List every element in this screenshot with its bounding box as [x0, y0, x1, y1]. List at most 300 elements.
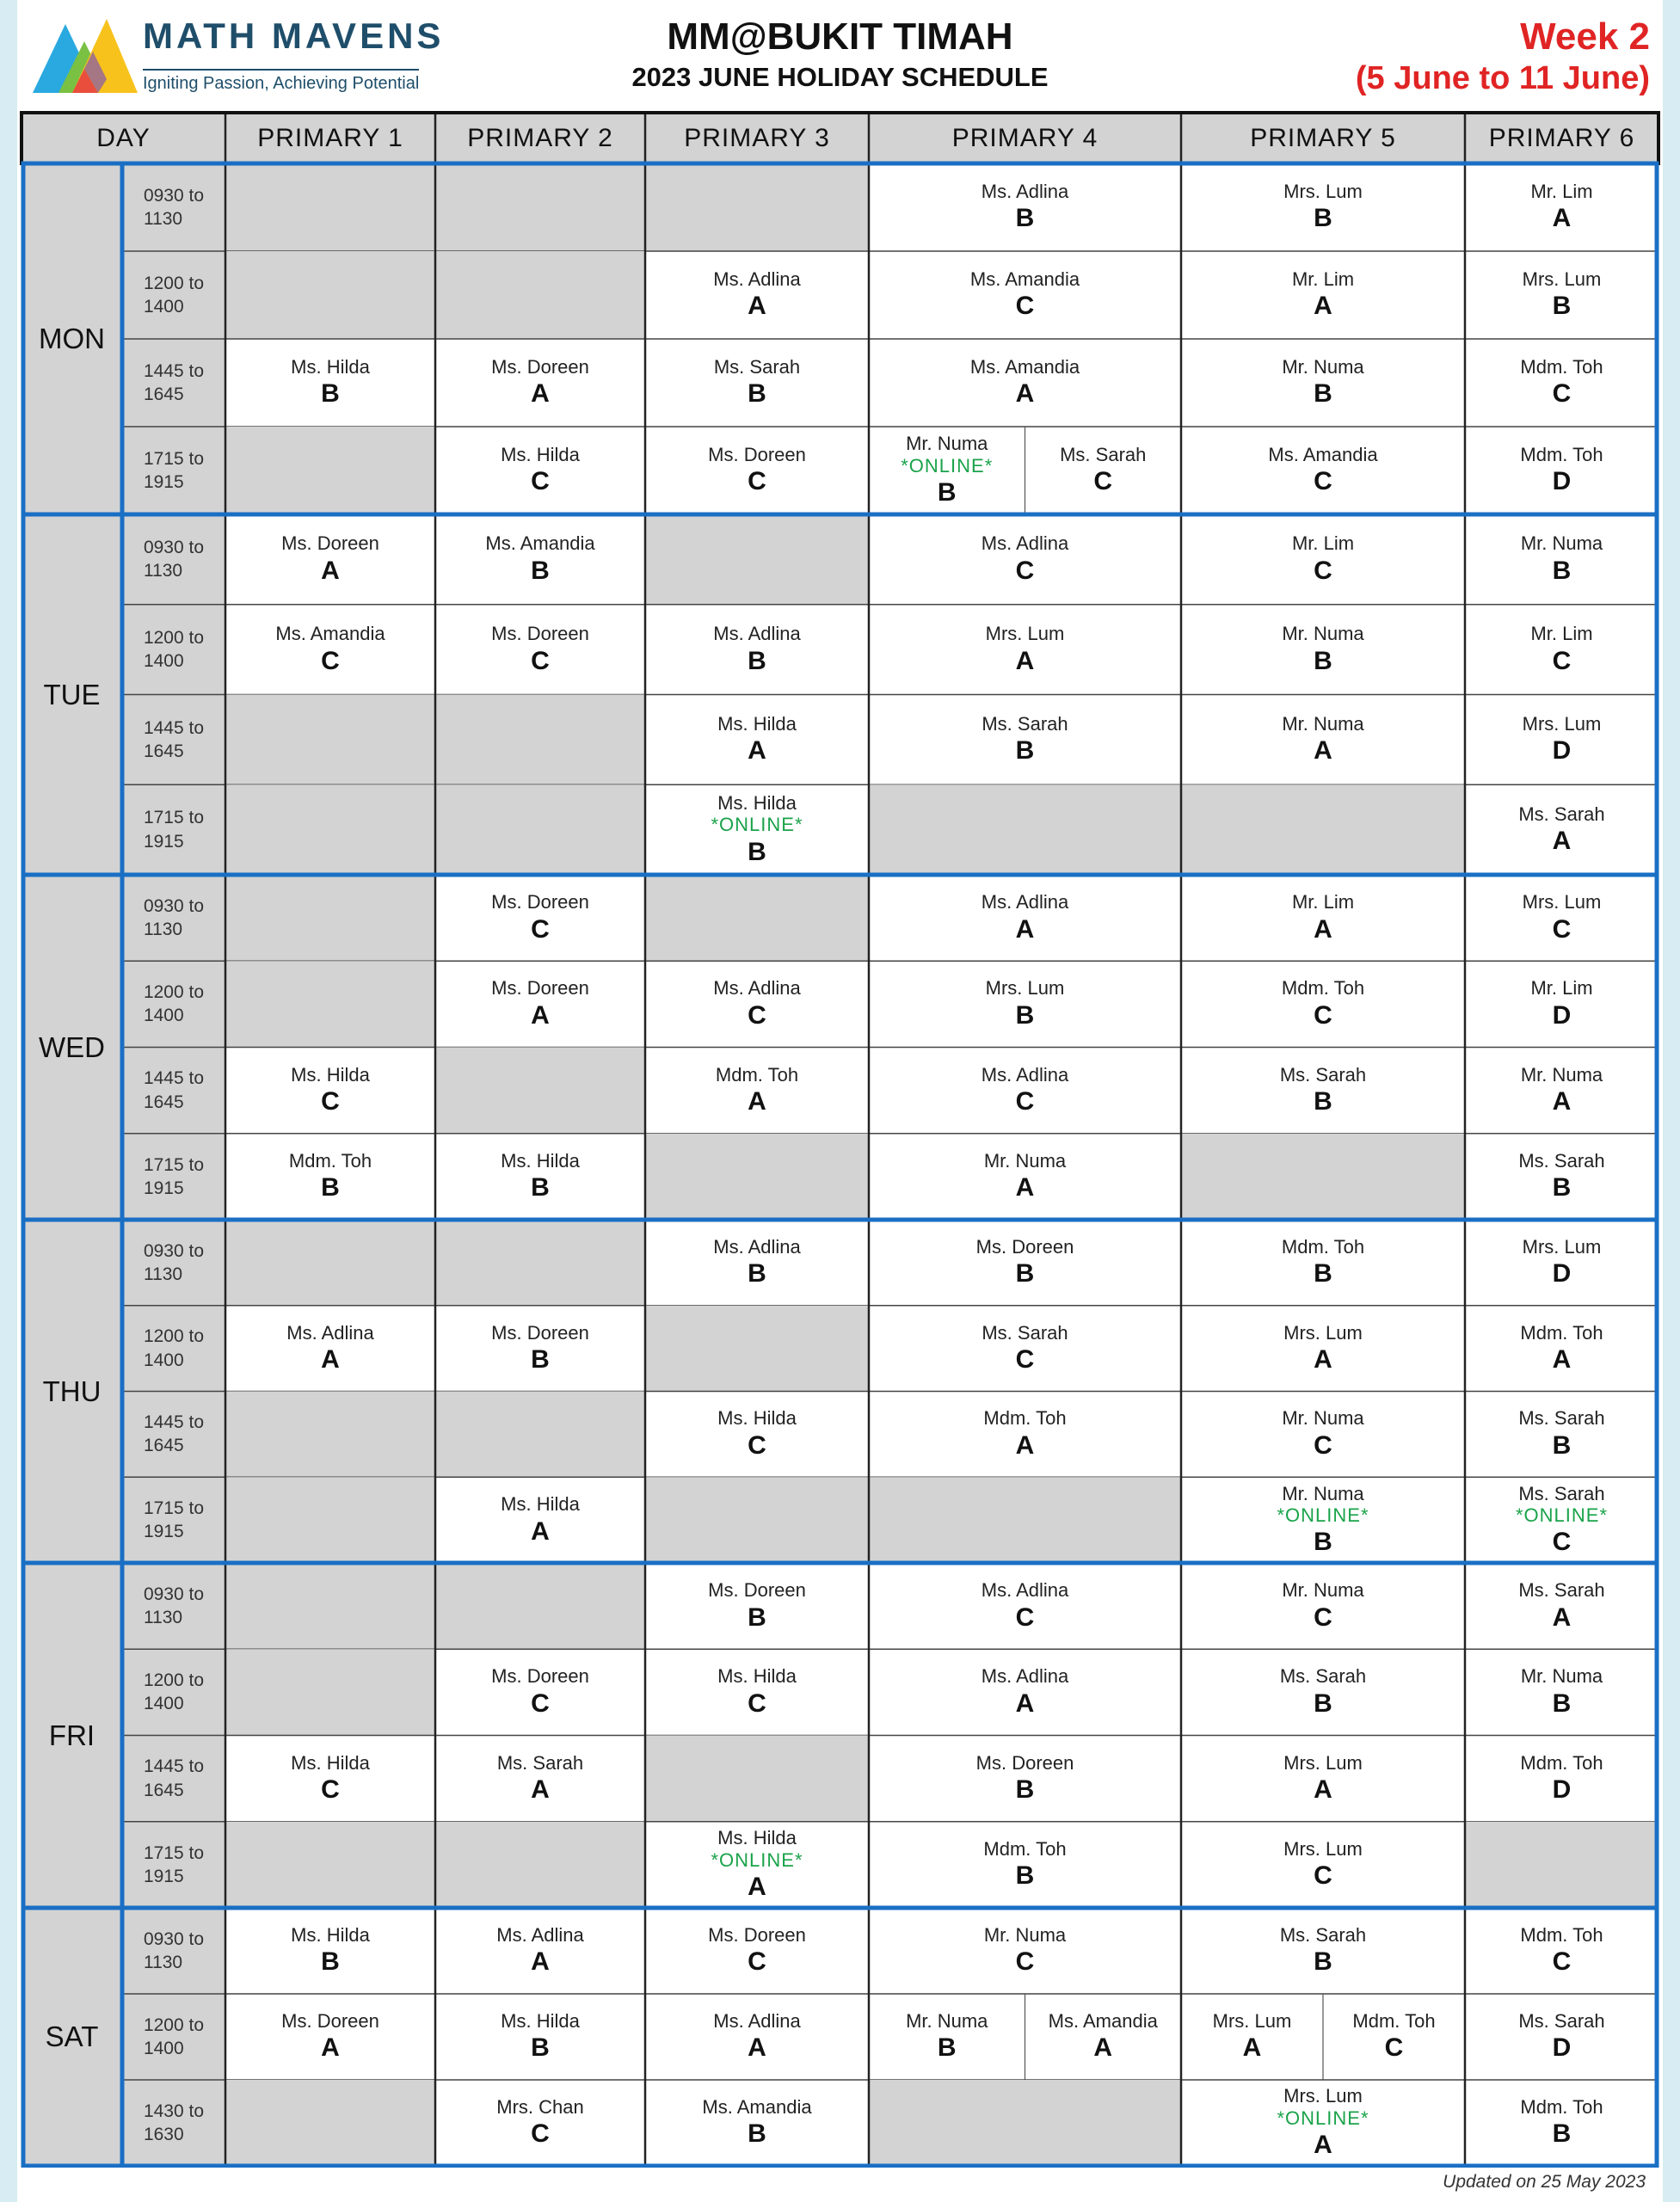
- teacher-name: Mr. Numa: [1282, 1407, 1364, 1430]
- class-cell: [1025, 427, 1182, 514]
- teacher-name: Ms. Adlina: [981, 181, 1069, 203]
- class-group: C: [1015, 556, 1035, 585]
- time-slot: 0930 to 1130: [143, 538, 205, 581]
- class-cell: [225, 1736, 435, 1822]
- teacher-name: Ms. Adlina: [713, 2010, 801, 2033]
- empty-slot: [225, 1392, 435, 1478]
- teacher-name: Ms. Hilda: [717, 792, 797, 815]
- class-group: B: [1314, 1947, 1332, 1977]
- class-cell: [435, 339, 645, 427]
- class-cell: [1181, 605, 1465, 695]
- time-slot: 1200 to 1400: [143, 1326, 205, 1370]
- empty-slot: [435, 1392, 645, 1478]
- class-cell: [225, 1048, 435, 1134]
- teacher-name: Mdm. Toh: [1352, 2010, 1436, 2033]
- class-cell: [435, 1736, 645, 1822]
- class-group: B: [1552, 1688, 1572, 1718]
- class-cell: [869, 1134, 1181, 1220]
- class-cell: [1465, 875, 1658, 961]
- teacher-name: Mrs. Lum: [1522, 891, 1602, 913]
- class-group: A: [321, 2033, 340, 2063]
- day-label: THU: [42, 1375, 102, 1407]
- class-cell: [1181, 961, 1465, 1047]
- class-group: B: [1314, 1259, 1332, 1289]
- teacher-name: Mrs. Lum: [985, 623, 1065, 645]
- class-group: B: [1314, 1528, 1332, 1557]
- teacher-name: Ms. Doreen: [491, 1665, 589, 1688]
- teacher-name: Mrs. Lum: [1283, 2085, 1363, 2107]
- class-group: C: [748, 1947, 766, 1977]
- class-group: A: [1093, 2033, 1113, 2063]
- class-group: D: [1552, 1259, 1572, 1289]
- teacher-name: Ms. Sarah: [1518, 1579, 1605, 1602]
- class-cell: [225, 1908, 435, 1994]
- class-group: A: [1314, 1775, 1332, 1805]
- class-group: B: [937, 2033, 957, 2063]
- class-group: B: [531, 1345, 550, 1375]
- teacher-name: Mr. Numa: [983, 1149, 1067, 1172]
- time-slot: 1430 to 1630: [143, 2101, 205, 2144]
- class-cell: [1181, 1563, 1465, 1649]
- class-cell: [1181, 1392, 1465, 1478]
- empty-slot: [435, 163, 645, 251]
- column-header: PRIMARY 2: [467, 123, 613, 152]
- class-cell: [645, 1908, 869, 1994]
- class-cell: [869, 1994, 1025, 2080]
- day-label: SAT: [45, 2021, 99, 2052]
- teacher-name: Mdm. Toh: [983, 1837, 1067, 1860]
- empty-slot: [225, 1563, 435, 1649]
- class-group: A: [531, 1516, 550, 1546]
- empty-slot: [435, 1048, 645, 1134]
- class-group: D: [1552, 2033, 1572, 2063]
- teacher-name: Ms. Amandia: [969, 356, 1080, 378]
- teacher-name: Ms. Adlina: [713, 623, 801, 645]
- class-group: C: [1015, 292, 1035, 321]
- empty-slot: [435, 251, 645, 339]
- teacher-name: Ms. Doreen: [491, 623, 589, 645]
- class-group: C: [1384, 2033, 1404, 2063]
- class-cell: [1181, 339, 1465, 427]
- class-cell: [1465, 1392, 1658, 1478]
- class-group: A: [531, 1000, 550, 1030]
- class-group: A: [1552, 827, 1572, 856]
- class-group: B: [1552, 1430, 1572, 1460]
- class-cell: [1181, 1306, 1465, 1392]
- teacher-name: Ms. Sarah: [713, 356, 801, 378]
- class-cell: [1465, 1306, 1658, 1392]
- class-cell: [1181, 427, 1465, 514]
- class-cell: [1465, 961, 1658, 1047]
- empty-slot: [645, 1736, 869, 1822]
- class-cell: [645, 339, 869, 427]
- brand-tagline: Igniting Passion, Achieving Potential: [143, 69, 419, 94]
- teacher-name: Ms. Doreen: [491, 891, 589, 913]
- class-group: B: [748, 1602, 766, 1632]
- class-cell: [1323, 1994, 1465, 2080]
- class-cell: [1465, 1563, 1658, 1649]
- class-group: B: [1015, 1775, 1035, 1805]
- teacher-name: Ms. Sarah: [1518, 1482, 1605, 1504]
- time-slot: 0930 to 1130: [143, 1928, 205, 1972]
- teacher-name: Mdm. Toh: [1520, 444, 1603, 466]
- class-group: D: [1552, 1000, 1572, 1030]
- week-label: Week 2: [1520, 15, 1650, 58]
- empty-slot: [225, 163, 435, 251]
- class-group: B: [1015, 1000, 1035, 1030]
- class-group: C: [748, 1000, 766, 1030]
- teacher-name: Mr. Lim: [1530, 977, 1593, 1000]
- empty-slot: [225, 1220, 435, 1306]
- teacher-name: Ms. Sarah: [1518, 803, 1605, 825]
- time-slot: 1715 to 1915: [143, 448, 205, 492]
- class-group: B: [1314, 1688, 1332, 1718]
- class-group: A: [1552, 204, 1572, 233]
- teacher-name: Ms. Sarah: [1279, 1665, 1367, 1688]
- class-group: A: [748, 2033, 766, 2063]
- class-cell: [1181, 1048, 1465, 1134]
- class-group: B: [1015, 736, 1035, 766]
- class-cell: [1465, 1649, 1658, 1735]
- teacher-name: Ms. Amandia: [702, 2096, 812, 2119]
- empty-slot: [225, 961, 435, 1047]
- class-cell: [1465, 514, 1658, 605]
- class-cell: [1181, 875, 1465, 961]
- class-cell: [435, 1908, 645, 1994]
- empty-slot: [645, 875, 869, 961]
- class-group: A: [1015, 646, 1035, 675]
- class-group: C: [1015, 1602, 1035, 1632]
- class-group: B: [748, 837, 766, 866]
- time-slot: 1200 to 1400: [143, 1670, 205, 1714]
- teacher-name: Ms. Hilda: [501, 444, 580, 466]
- column-header: PRIMARY 3: [684, 123, 830, 152]
- teacher-name: Mr. Numa: [1282, 1579, 1364, 1602]
- class-cell: [869, 1908, 1181, 1994]
- class-cell: [869, 875, 1181, 961]
- teacher-name: Ms. Hilda: [501, 1149, 580, 1172]
- time-slot: 1200 to 1400: [143, 982, 205, 1026]
- class-cell: [435, 427, 645, 514]
- empty-slot: [869, 1477, 1181, 1563]
- teacher-name: Mdm. Toh: [1520, 356, 1603, 378]
- teacher-name: Ms. Hilda: [291, 1751, 370, 1774]
- online-label: *ONLINE*: [1277, 2107, 1369, 2129]
- class-cell: [225, 1994, 435, 2080]
- class-group: C: [1015, 1087, 1035, 1116]
- class-group: A: [321, 1345, 340, 1375]
- class-cell: [1181, 163, 1465, 251]
- class-cell: [1181, 1736, 1465, 1822]
- class-cell: [1181, 251, 1465, 339]
- class-cell: [1181, 1908, 1465, 1994]
- class-cell: [869, 605, 1181, 695]
- class-cell: [869, 1649, 1181, 1735]
- class-cell: [645, 695, 869, 785]
- teacher-name: Ms. Sarah: [1279, 1063, 1367, 1086]
- teacher-name: Ms. Amandia: [969, 268, 1080, 291]
- teacher-name: Ms. Hilda: [717, 712, 797, 735]
- class-group: A: [1552, 1087, 1572, 1116]
- empty-slot: [645, 1477, 869, 1563]
- day-label: WED: [39, 1030, 105, 1063]
- class-group: B: [321, 1947, 340, 1977]
- class-cell: [1465, 1736, 1658, 1822]
- class-cell: [435, 875, 645, 961]
- class-group: C: [1314, 1000, 1332, 1030]
- class-group: B: [1552, 1173, 1572, 1202]
- class-cell: [1465, 1477, 1658, 1563]
- teacher-name: Mr. Numa: [906, 433, 988, 455]
- column-header: PRIMARY 1: [257, 123, 403, 152]
- empty-slot: [225, 427, 435, 514]
- time-slot: 1715 to 1915: [143, 1154, 205, 1198]
- class-cell: [869, 339, 1181, 427]
- teacher-name: Mdm. Toh: [288, 1149, 372, 1172]
- class-cell: [869, 695, 1181, 785]
- teacher-name: Ms. Sarah: [982, 712, 1068, 735]
- teacher-name: Ms. Doreen: [491, 977, 589, 1000]
- online-label: *ONLINE*: [711, 1848, 803, 1871]
- teacher-name: Mr. Lim: [1291, 268, 1355, 291]
- empty-slot: [225, 1649, 435, 1735]
- teacher-name: Mr. Lim: [1291, 891, 1355, 913]
- class-group: C: [1314, 1430, 1332, 1460]
- teacher-name: Mdm. Toh: [1281, 977, 1365, 1000]
- teacher-name: Ms. Adlina: [981, 1063, 1069, 1086]
- column-header: PRIMARY 4: [951, 123, 1098, 152]
- class-group: A: [1314, 914, 1332, 944]
- class-cell: [869, 1822, 1181, 1908]
- empty-slot: [645, 1306, 869, 1392]
- class-cell: [645, 251, 869, 339]
- teacher-name: Mr. Numa: [1520, 1665, 1603, 1688]
- teacher-name: Mr. Numa: [1282, 1482, 1364, 1504]
- class-cell: [435, 1994, 645, 2080]
- teacher-name: Mdm. Toh: [1520, 1321, 1603, 1344]
- class-cell: [1181, 514, 1465, 605]
- teacher-name: Mr. Lim: [1291, 532, 1355, 555]
- class-cell: [1465, 1908, 1658, 1994]
- teacher-name: Mdm. Toh: [1520, 1751, 1603, 1774]
- date-range: (5 June to 11 June): [1355, 60, 1650, 96]
- class-group: C: [1015, 1947, 1035, 1977]
- empty-slot: [225, 875, 435, 961]
- teacher-name: Mr. Lim: [1530, 623, 1593, 645]
- class-group: C: [1552, 379, 1572, 409]
- class-group: B: [748, 379, 766, 409]
- class-group: B: [748, 2119, 766, 2149]
- teacher-name: Ms. Sarah: [1279, 1924, 1367, 1947]
- teacher-name: Mr. Numa: [1282, 712, 1364, 735]
- class-cell: [645, 605, 869, 695]
- teacher-name: Ms. Adlina: [286, 1321, 374, 1344]
- day-label: MON: [39, 323, 105, 354]
- class-cell: [225, 339, 435, 427]
- empty-slot: [435, 1220, 645, 1306]
- teacher-name: Ms. Adlina: [713, 977, 801, 1000]
- class-cell: [645, 2080, 869, 2166]
- time-slot: 0930 to 1130: [143, 1240, 205, 1284]
- teacher-name: Ms. Sarah: [496, 1751, 584, 1774]
- updated-note: Updated on 25 May 2023: [1443, 2172, 1646, 2192]
- class-group: B: [1314, 646, 1332, 675]
- class-cell: [1181, 695, 1465, 785]
- online-label: *ONLINE*: [901, 454, 994, 477]
- class-cell: [645, 1822, 869, 1908]
- empty-slot: [225, 695, 435, 785]
- class-cell: [1181, 1822, 1465, 1908]
- class-cell: [1465, 1048, 1658, 1134]
- class-group: B: [1552, 292, 1572, 321]
- class-cell: [435, 1649, 645, 1735]
- class-cell: [1181, 1649, 1465, 1735]
- teacher-name: Ms. Hilda: [291, 1924, 370, 1947]
- teacher-name: Mdm. Toh: [983, 1407, 1067, 1430]
- class-cell: [645, 427, 869, 514]
- teacher-name: Mr. Numa: [1282, 623, 1364, 645]
- class-cell: [225, 1306, 435, 1392]
- class-cell: [225, 514, 435, 605]
- empty-slot: [435, 1822, 645, 1908]
- class-cell: [645, 1563, 869, 1649]
- time-slot: 1200 to 1400: [143, 273, 205, 317]
- teacher-name: Ms. Doreen: [975, 1751, 1074, 1774]
- teacher-name: Mrs. Lum: [1522, 1235, 1602, 1258]
- empty-slot: [1181, 784, 1465, 875]
- page-title: MM@BUKIT TIMAH: [667, 15, 1013, 58]
- teacher-name: Mrs. Lum: [1283, 1321, 1363, 1344]
- teacher-name: Ms. Amandia: [1268, 444, 1378, 466]
- class-group: C: [531, 467, 550, 496]
- teacher-name: Ms. Doreen: [491, 356, 589, 378]
- class-group: A: [1015, 1173, 1035, 1202]
- empty-slot: [869, 2080, 1181, 2166]
- class-group: A: [748, 736, 766, 766]
- class-group: C: [1314, 467, 1332, 496]
- empty-slot: [225, 784, 435, 875]
- class-group: A: [748, 1872, 766, 1901]
- class-cell: [869, 163, 1181, 251]
- teacher-name: Ms. Hilda: [717, 1407, 797, 1430]
- teacher-name: Mrs. Lum: [1522, 712, 1602, 735]
- teacher-name: Ms. Adlina: [713, 268, 801, 291]
- class-cell: [435, 1306, 645, 1392]
- teacher-name: Ms. Adlina: [496, 1924, 584, 1947]
- empty-slot: [645, 514, 869, 605]
- class-cell: [869, 1306, 1181, 1392]
- class-group: B: [1015, 1259, 1035, 1289]
- column-header: PRIMARY 5: [1250, 123, 1396, 152]
- online-label: *ONLINE*: [711, 814, 803, 836]
- class-cell: [1181, 1994, 1323, 2080]
- teacher-name: Mr. Numa: [983, 1924, 1067, 1947]
- teacher-name: Mr. Numa: [1282, 356, 1364, 378]
- class-cell: [1465, 605, 1658, 695]
- class-cell: [1465, 427, 1658, 514]
- class-group: C: [531, 646, 550, 675]
- class-group: A: [748, 292, 766, 321]
- teacher-name: Mr. Lim: [1530, 181, 1593, 203]
- class-cell: [1465, 251, 1658, 339]
- class-group: A: [1015, 1688, 1035, 1718]
- class-group: A: [1314, 736, 1332, 766]
- empty-slot: [225, 1477, 435, 1563]
- teacher-name: Ms. Doreen: [708, 444, 806, 466]
- teacher-name: Mrs. Lum: [1212, 2010, 1292, 2033]
- teacher-name: Ms. Doreen: [708, 1579, 806, 1602]
- teacher-name: Ms. Hilda: [291, 356, 370, 378]
- class-group: C: [1552, 914, 1572, 944]
- empty-slot: [645, 1134, 869, 1220]
- column-header: PRIMARY 6: [1488, 123, 1635, 152]
- class-group: B: [321, 1173, 340, 1202]
- class-cell: [1181, 1220, 1465, 1306]
- class-cell: [869, 1736, 1181, 1822]
- class-group: A: [1314, 1345, 1332, 1375]
- class-group: C: [1314, 556, 1332, 585]
- class-group: C: [1015, 1345, 1035, 1375]
- class-group: B: [1314, 204, 1332, 233]
- class-group: C: [1314, 1861, 1332, 1891]
- class-group: C: [748, 467, 766, 496]
- teacher-name: Ms. Sarah: [1060, 444, 1147, 466]
- teacher-name: Ms. Adlina: [981, 891, 1069, 913]
- class-cell: [645, 1048, 869, 1134]
- class-cell: [435, 2080, 645, 2166]
- teacher-name: Ms. Doreen: [708, 1924, 806, 1947]
- class-group: A: [748, 1087, 766, 1116]
- class-group: B: [1314, 1087, 1332, 1116]
- class-group: B: [321, 379, 340, 409]
- class-cell: [1181, 2080, 1465, 2166]
- teacher-name: Mr. Numa: [1520, 532, 1603, 555]
- teacher-name: Ms. Doreen: [975, 1235, 1074, 1258]
- class-group: B: [1552, 556, 1572, 585]
- teacher-name: Mdm. Toh: [1520, 1924, 1603, 1947]
- class-group: C: [531, 914, 550, 944]
- class-group: C: [748, 1688, 766, 1718]
- class-cell: [869, 1048, 1181, 1134]
- empty-slot: [1465, 1822, 1658, 1908]
- teacher-name: Ms. Sarah: [1518, 1407, 1605, 1430]
- class-cell: [1465, 1134, 1658, 1220]
- class-cell: [435, 1477, 645, 1563]
- time-slot: 1445 to 1645: [143, 717, 205, 761]
- time-slot: 0930 to 1130: [143, 1584, 205, 1628]
- schedule-page: [17, 0, 1663, 2202]
- teacher-name: Mr. Numa: [1520, 1063, 1603, 1086]
- time-slot: 1445 to 1645: [143, 360, 205, 404]
- class-group: D: [1552, 736, 1572, 766]
- teacher-name: Mr. Numa: [906, 2010, 988, 2033]
- class-group: A: [531, 1947, 550, 1977]
- class-cell: [869, 1563, 1181, 1649]
- class-group: A: [531, 379, 550, 409]
- class-cell: [1465, 695, 1658, 785]
- class-cell: [225, 1134, 435, 1220]
- class-group: A: [1015, 379, 1035, 409]
- class-group: B: [531, 1173, 550, 1202]
- teacher-name: Mdm. Toh: [1281, 1235, 1365, 1258]
- class-group: D: [1552, 1775, 1572, 1805]
- class-cell: [1181, 1477, 1465, 1563]
- teacher-name: Ms. Adlina: [981, 532, 1069, 555]
- class-group: B: [748, 1259, 766, 1289]
- empty-slot: [1181, 1134, 1465, 1220]
- class-cell: [435, 961, 645, 1047]
- online-label: *ONLINE*: [1277, 1504, 1369, 1526]
